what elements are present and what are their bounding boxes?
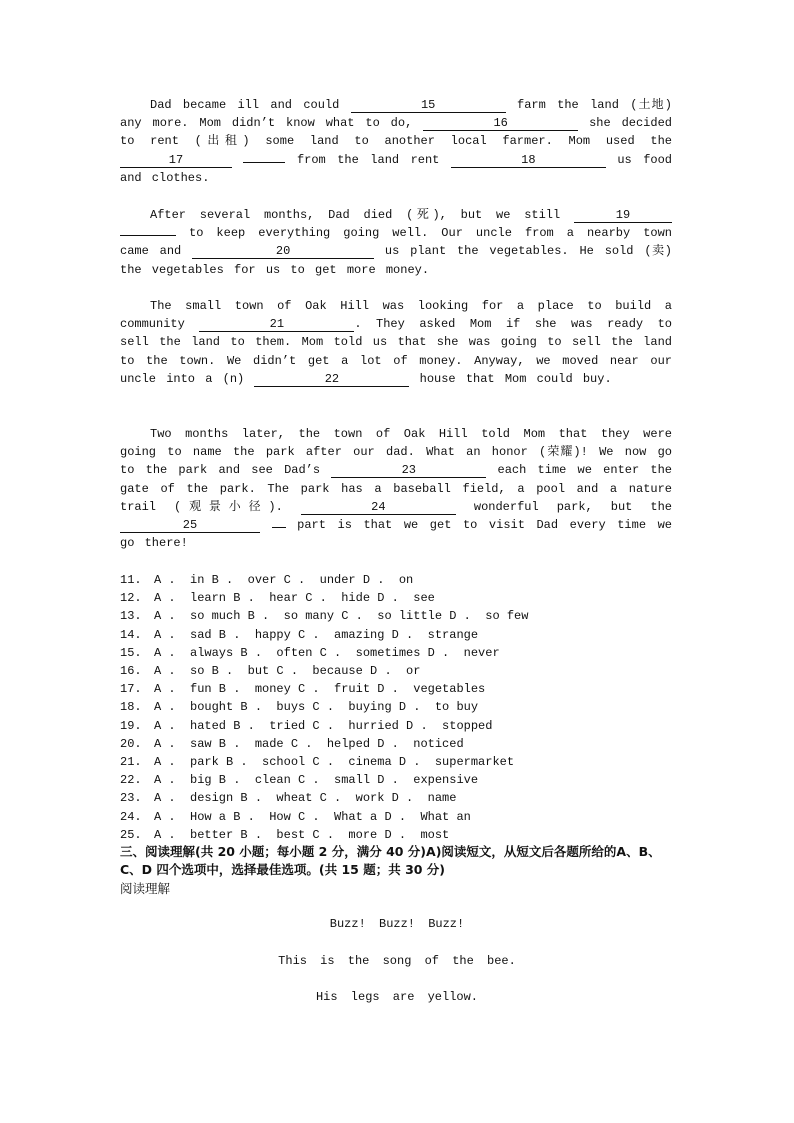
passage-text: farm the land (土地) any more. Mom didn’t know what to do, xyxy=(120,98,683,131)
option-row xyxy=(120,607,528,625)
question-number: 19. xyxy=(120,718,142,733)
option-choices: A . always B . often C . sometimes D . never xyxy=(154,645,500,660)
option-choices: A . bought B . buys C . buying D . to buy xyxy=(154,700,479,715)
answer-blank[interactable]: 21 xyxy=(199,317,354,332)
passage-text: us food and clothes. xyxy=(120,152,683,185)
option-choices: A . learn B . hear C . hide D . see xyxy=(154,591,435,606)
question-number: 23. xyxy=(120,791,142,806)
answer-blank[interactable]: 20 xyxy=(192,244,374,259)
poem-line-2: This is the song of the bee. xyxy=(278,954,516,968)
option-row xyxy=(120,626,528,644)
options-list xyxy=(120,571,528,844)
passage-paragraph-4 xyxy=(120,425,683,552)
option-choices: A . saw B . made C . helped D . noticed xyxy=(154,736,464,751)
poem-line-1: Buzz! Buzz! Buzz! xyxy=(329,917,465,931)
passage-paragraph-3 xyxy=(120,297,683,388)
option-choices: A . so much B . so many C . so little D . so few xyxy=(154,609,529,624)
answer-blank[interactable]: 18 xyxy=(451,153,606,168)
passage-paragraph-1 xyxy=(120,96,683,187)
question-number: 17. xyxy=(120,682,142,697)
option-row xyxy=(120,698,528,716)
passage-text xyxy=(672,208,682,222)
passage-text xyxy=(260,518,272,532)
passage-text xyxy=(232,153,243,167)
answer-blank[interactable]: 22 xyxy=(254,372,409,387)
question-number: 16. xyxy=(120,664,142,679)
option-choices: A . big B . clean C . small D . expensive xyxy=(154,773,479,788)
answer-blank[interactable]: 16 xyxy=(423,116,578,131)
answer-blank[interactable]: 25 xyxy=(120,518,260,533)
passage-text: us plant the vegetables. He sold (卖) the vegetables for us to get more money. xyxy=(120,244,683,277)
question-number: 24. xyxy=(120,809,142,824)
passage-text: each time we enter the gate of the park. The park has a baseball field, a pool and a nature trail (观景小径). xyxy=(120,463,683,514)
option-row xyxy=(120,589,528,607)
option-row xyxy=(120,826,528,844)
poem-line-3: His legs are yellow. xyxy=(315,990,479,1004)
question-number: 25. xyxy=(120,827,142,842)
passage-text: wonderful park, but the xyxy=(455,499,683,514)
option-row xyxy=(120,753,528,771)
answer-blank[interactable]: 19 xyxy=(574,208,672,223)
option-row xyxy=(120,808,528,826)
option-choices: A . park B . school C . cinema D . supermarket xyxy=(154,755,515,770)
answer-blank[interactable]: 15 xyxy=(351,98,506,113)
passage-text: she decided to rent (出租) some land to another local farmer. Mom used the xyxy=(120,116,683,149)
option-row xyxy=(120,735,528,753)
passage-text: . They asked Mom if she was ready to sell the land to them. Mom told us that she was going to sell the land to the town. We didn’t get a lot of money. Anyway, we moved near our uncle into a (n) xyxy=(120,317,683,386)
passage-text: to keep everything going well. Our uncle from a nearby town came and xyxy=(120,226,683,259)
option-choices: A . in B . over C . under D . on xyxy=(154,573,414,587)
passage-text: The small town of Oak Hill was looking for a place to build a community xyxy=(120,299,683,332)
question-number: 12. xyxy=(120,591,142,606)
question-number: 13. xyxy=(120,609,142,624)
question-number: 20. xyxy=(120,736,142,751)
option-row xyxy=(120,717,528,735)
answer-blank[interactable]: 17 xyxy=(120,153,232,168)
section-subheading: 阅读理解 xyxy=(120,881,171,896)
option-choices: A . hated B . tried C . hurried D . stopped xyxy=(154,718,493,733)
option-choices: A . so B . but C . because D . or xyxy=(154,664,421,679)
option-choices: A . better B . best C . more D . most xyxy=(154,827,450,842)
option-choices: A . sad B . happy C . amazing D . strange xyxy=(154,627,479,642)
option-choices: A . design B . wheat C . work D . name xyxy=(154,791,457,806)
option-row xyxy=(120,789,528,807)
question-number: 15. xyxy=(120,645,142,660)
question-number: 18. xyxy=(120,700,142,715)
passage-paragraph-2 xyxy=(120,206,683,279)
question-number: 21. xyxy=(120,755,142,770)
option-row xyxy=(120,771,528,789)
answer-blank[interactable]: 23 xyxy=(331,463,486,478)
option-row xyxy=(120,571,528,589)
option-choices: A . How a B . How C . What a D . What an xyxy=(154,809,471,824)
answer-blank[interactable] xyxy=(243,162,285,163)
passage-text: house that Mom could buy. xyxy=(409,371,612,386)
passage-text: After several months, Dad died (死), but we still xyxy=(150,208,574,222)
option-choices: A . fun B . money C . fruit D . vegetables xyxy=(154,682,486,697)
answer-blank[interactable] xyxy=(272,527,286,528)
question-number: 14. xyxy=(120,627,142,642)
option-row xyxy=(120,662,528,680)
option-row xyxy=(120,680,528,698)
passage-text: Dad became ill and could xyxy=(150,98,351,112)
option-row xyxy=(120,644,528,662)
question-number: 22. xyxy=(120,773,142,788)
passage-text: Two months later, the town of Oak Hill told Mom that they were going to name the park after our dad. What an honor (荣耀)! We now go to the park and see Dad’s xyxy=(120,427,683,478)
passage-text: from the land rent xyxy=(285,152,451,167)
section-heading: 三、阅读理解(共 20 小题；每小题 2 分，满分 40 分)A)阅读短文，从短文后各题所给的A、B、C、D 四个选项中，选择最佳选项。(共 15 题；共 30 分) xyxy=(120,844,661,877)
passage-text: part is that we get to visit Dad every time we go there! xyxy=(120,518,683,551)
answer-blank[interactable]: 24 xyxy=(301,500,456,515)
question-number: 11. xyxy=(120,573,142,587)
answer-blank[interactable] xyxy=(120,235,176,236)
